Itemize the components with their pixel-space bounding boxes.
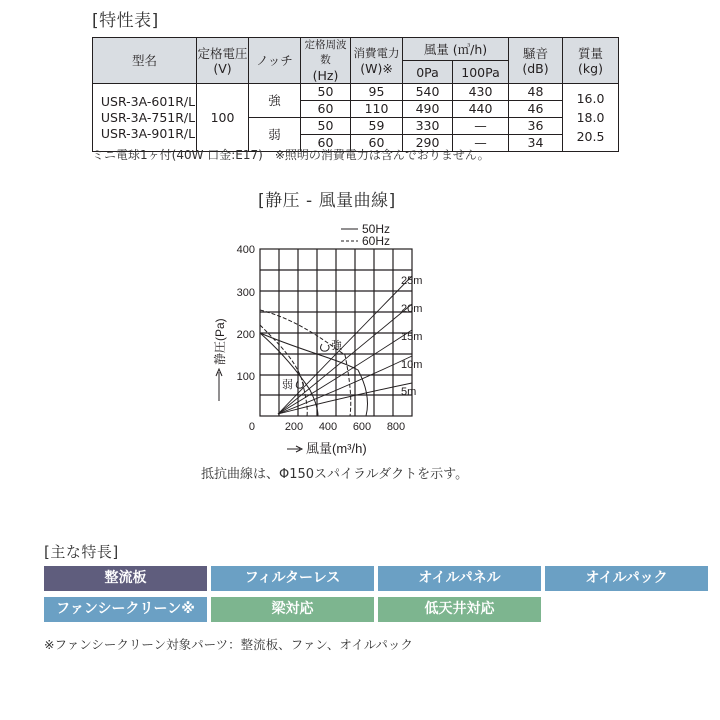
resistance-label-25m: 25m: [401, 275, 423, 287]
notch-weak: 弱: [249, 118, 301, 152]
header-airflow-0pa: 0Pa: [403, 61, 453, 84]
mass-value: 20.5: [576, 129, 605, 144]
header-power-unit: (W)※: [360, 60, 393, 76]
curve-strong-60hz: [260, 310, 351, 416]
model-name: USR-3A-601R/L: [100, 93, 196, 109]
y-axis-label: [212, 318, 227, 401]
airflow-0pa-cell: 540: [403, 84, 453, 101]
features-title: [主な特長]: [44, 543, 119, 561]
power-cell: 110: [351, 101, 403, 118]
airflow-100pa-cell: 430: [453, 84, 509, 101]
noise-cell: 48: [509, 84, 563, 101]
y-tick: 100: [236, 371, 255, 383]
header-noise-label: 騒音: [522, 45, 548, 61]
weak-marker: [296, 381, 303, 388]
voltage-value: 100: [197, 84, 249, 152]
x-tick: 800: [386, 421, 406, 433]
resistance-label-20m: 20m: [401, 303, 423, 315]
noise-cell: 46: [509, 101, 563, 118]
chart-note: 抵抗曲線は、Φ150スパイラルダクトを示す。: [201, 467, 469, 482]
mass-value: 16.0: [576, 91, 605, 106]
header-voltage-unit: (V): [213, 60, 232, 76]
y-tick-zero: 0: [248, 421, 255, 433]
noise-cell: 36: [509, 118, 563, 135]
x-tick: 200: [284, 421, 304, 433]
resistance-label-10m: 10m: [401, 359, 423, 371]
feature-badge-low-ceiling: 低天井対応: [378, 597, 541, 622]
header-mass-label: 質量: [577, 45, 603, 61]
spec-footnote: ミニ電球1ヶ付(40W 口金:E17) ※照明の消費電力は含んでおりません。: [92, 148, 490, 162]
header-airflow: 風量 (㎥/h): [403, 38, 509, 61]
freq-cell: 50: [301, 118, 351, 135]
model-name: USR-3A-901R/L: [100, 125, 196, 141]
freq-cell: 50: [301, 84, 351, 101]
resistance-label-15m: 15m: [401, 331, 423, 343]
freq-cell: 60: [301, 101, 351, 118]
y-tick: 300: [236, 287, 255, 299]
noise-cell: 34: [509, 135, 563, 152]
airflow-0pa-cell: 290: [403, 135, 453, 152]
airflow-0pa-cell: 490: [403, 101, 453, 118]
feature-badge-seiryuban: 整流板: [44, 566, 207, 591]
header-power-label: 消費電力: [353, 45, 400, 60]
power-cell: 60: [351, 135, 403, 152]
strong-marker: [321, 344, 329, 351]
spec-section-title: [特性表]: [92, 11, 159, 31]
feature-badge-fancy-clean: ファンシークリーン※: [44, 597, 207, 622]
header-frequency-label: 定格周波数: [304, 39, 347, 66]
header-airflow-100pa: 100Pa: [453, 61, 509, 84]
chart-title: [静圧 - 風量曲線]: [258, 191, 396, 211]
feature-badge-oil-pack: オイルパック: [545, 566, 708, 591]
feature-badge-filterless: フィルターレス: [211, 566, 374, 591]
x-tick: 400: [318, 421, 338, 433]
header-voltage-label: 定格電圧: [197, 45, 248, 61]
header-model: 型名: [93, 38, 197, 84]
notch-strong: 強: [249, 84, 301, 118]
header-frequency-unit: (Hz): [312, 68, 339, 83]
freq-cell: 60: [301, 135, 351, 152]
airflow-100pa-cell: 440: [453, 101, 509, 118]
x-axis-label: [287, 441, 367, 456]
header-mass-unit: (kg): [578, 60, 603, 76]
legend-60hz: 60Hz: [362, 234, 391, 248]
y-tick: 400: [236, 244, 255, 256]
power-cell: 59: [351, 118, 403, 135]
curve-weak-60hz: [260, 325, 307, 416]
y-tick: 200: [236, 329, 255, 341]
feature-badge-oil-panel: オイルパネル: [378, 566, 541, 591]
mass-value: 18.0: [576, 110, 605, 125]
features-footnote: ※ファンシークリーン対象パーツ：整流板、ファン、オイルパック: [44, 637, 413, 652]
header-notch: ノッチ: [249, 38, 301, 84]
feature-badge-beam: 梁対応: [211, 597, 374, 622]
x-tick: 600: [352, 421, 372, 433]
airflow-100pa-cell: —: [453, 118, 509, 135]
airflow-0pa-cell: 330: [403, 118, 453, 135]
power-cell: 95: [351, 84, 403, 101]
x-axis-title: 風量(m³/h): [306, 441, 367, 456]
label-strong: 強: [331, 340, 342, 352]
model-name: USR-3A-751R/L: [100, 109, 196, 125]
label-weak: 弱: [282, 379, 293, 391]
resistance-label-5m: 5m: [401, 386, 417, 398]
header-noise-unit: (dB): [522, 60, 549, 76]
airflow-100pa-cell: —: [453, 135, 509, 152]
y-axis-title: 静圧(Pa): [213, 318, 227, 365]
legend-50hz: 50Hz: [362, 222, 391, 236]
